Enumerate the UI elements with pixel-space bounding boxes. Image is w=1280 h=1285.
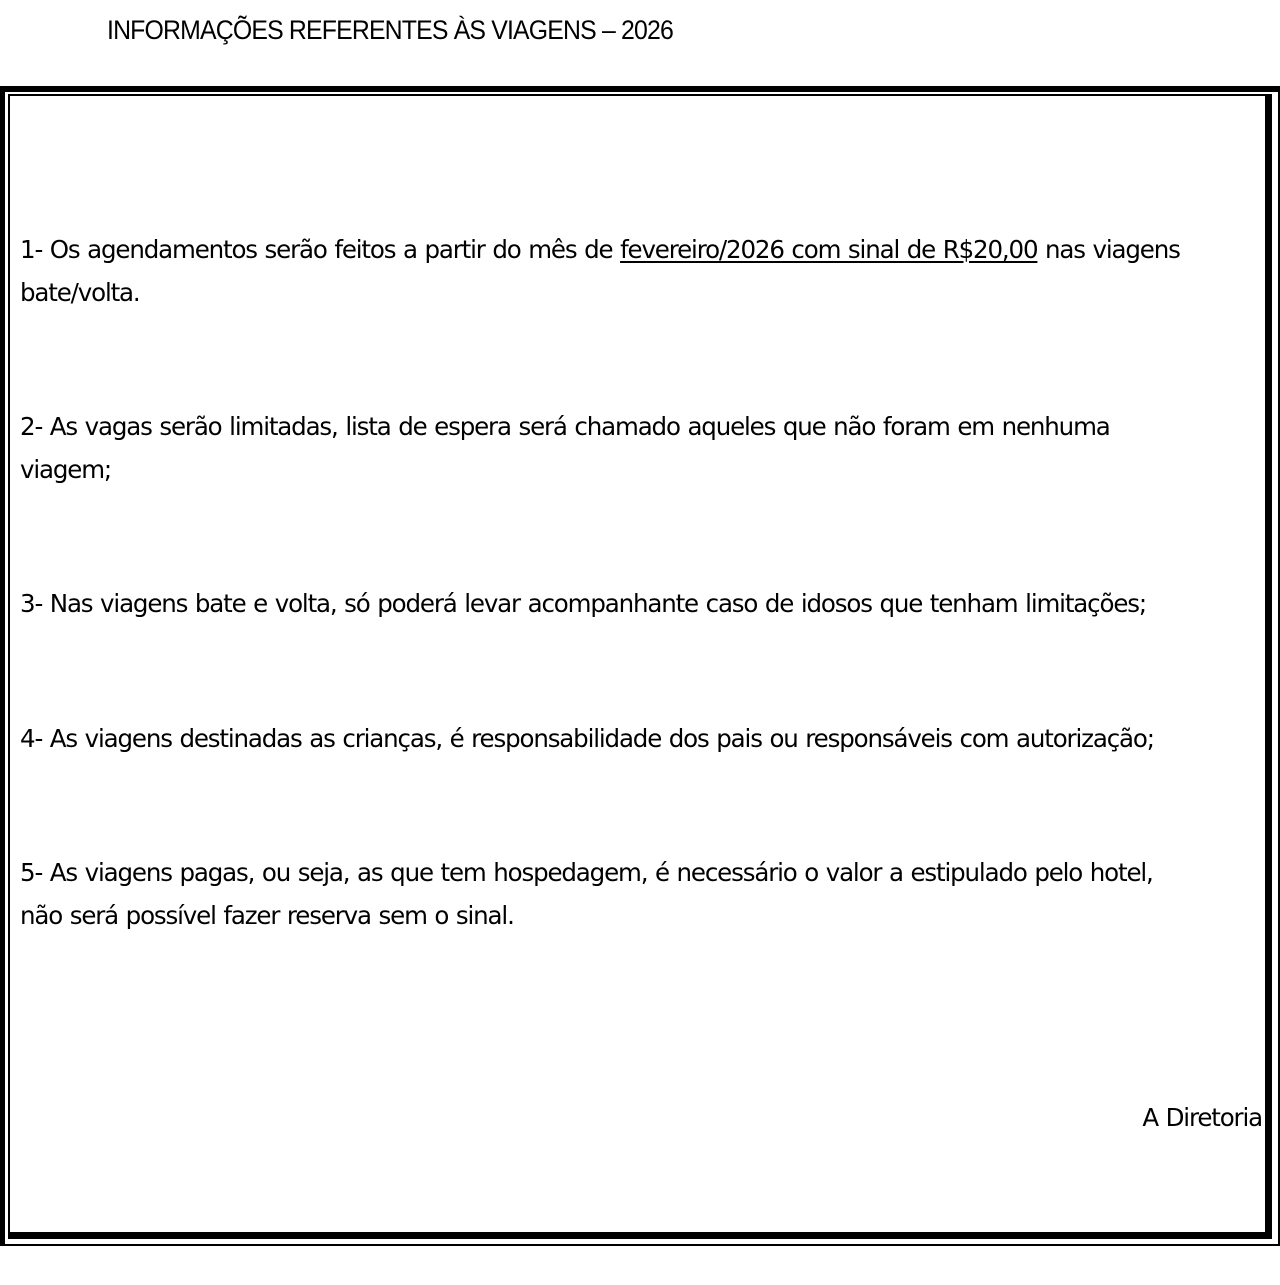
rule-item-5-line-2: não será possível fazer reserva sem o sinal.	[20, 901, 514, 930]
rule-item-1	[20, 228, 1270, 314]
rule-item-2	[20, 405, 1270, 491]
rule-item-1-line-1	[20, 228, 1270, 271]
signature: A Diretoria	[1142, 1103, 1262, 1132]
rule-item-5	[20, 851, 1270, 937]
rule-item-1-line-2: bate/volta.	[20, 278, 140, 307]
rule-item-4-line-1: 4- As viagens destinadas as crianças, é responsabilidade dos pais ou responsáveis com autorização;	[20, 724, 1154, 753]
rule-item-5-line-1: 5- As viagens pagas, ou seja, as que tem hospedagem, é necessário o valor a estipulado pelo hotel,	[20, 858, 1153, 887]
rule-item-3	[20, 582, 1270, 625]
rule-item-2-line-1: 2- As vagas serão limitadas, lista de espera será chamado aqueles que não foram em nenhuma	[20, 412, 1110, 441]
document-title: INFORMAÇÕES REFERENTES ÀS VIAGENS – 2026	[107, 15, 673, 45]
rule-text: 1- Os agendamentos serão feitos a partir do mês de	[20, 235, 621, 264]
rule-item-3-line-1: 3- Nas viagens bate e volta, só poderá levar acompanhante caso de idosos que tenham limitações;	[20, 589, 1146, 618]
highlighted-date-and-deposit: fevereiro/2026 com sinal de R$20,00	[620, 235, 1038, 264]
rule-text: nas viagens	[1037, 235, 1180, 264]
rule-item-4	[20, 717, 1270, 760]
rule-item-2-line-2: viagem;	[20, 455, 112, 484]
